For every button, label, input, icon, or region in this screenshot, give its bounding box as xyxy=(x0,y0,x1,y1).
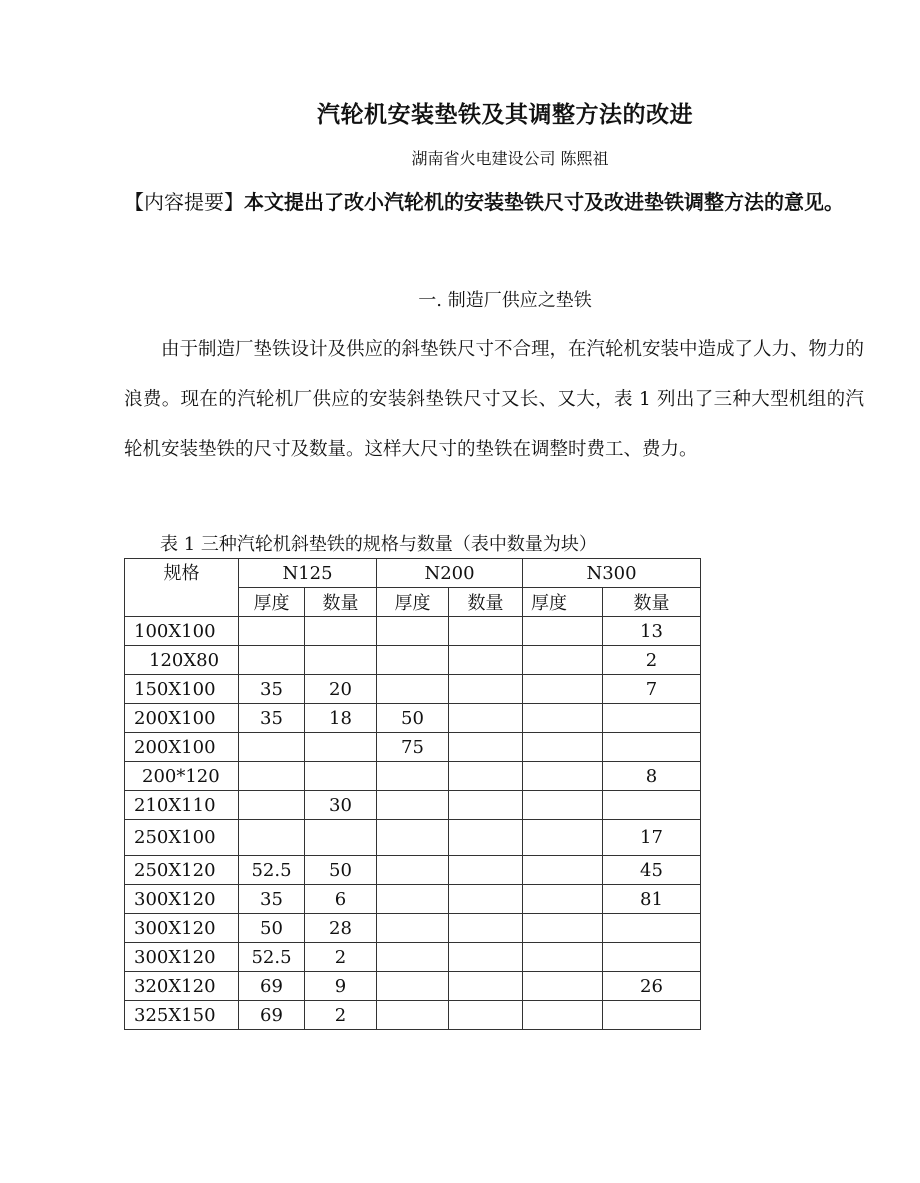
spec-cell: 200X100 xyxy=(125,704,239,733)
thickness-cell: 75 xyxy=(377,733,449,762)
table-row xyxy=(125,1001,701,1030)
table-row xyxy=(125,733,701,762)
quantity-cell xyxy=(305,617,377,646)
thickness-cell xyxy=(523,733,603,762)
thickness-cell: 69 xyxy=(239,1001,305,1030)
quantity-cell: 81 xyxy=(603,885,701,914)
quantity-cell xyxy=(449,733,523,762)
table-row xyxy=(125,704,701,733)
spec-cell: 120X80 xyxy=(125,646,239,675)
thickness-cell xyxy=(377,885,449,914)
sub-header: 数量 xyxy=(603,588,701,617)
spec-cell: 300X120 xyxy=(125,914,239,943)
thickness-cell xyxy=(523,856,603,885)
thickness-cell xyxy=(377,1001,449,1030)
quantity-cell xyxy=(449,885,523,914)
quantity-cell: 20 xyxy=(305,675,377,704)
quantity-cell: 8 xyxy=(603,762,701,791)
thickness-cell: 50 xyxy=(239,914,305,943)
quantity-cell: 30 xyxy=(305,791,377,820)
quantity-cell xyxy=(603,943,701,972)
section-heading: 一. 制造厂供应之垫铁 xyxy=(418,290,592,311)
sub-header: 数量 xyxy=(449,588,523,617)
thickness-cell xyxy=(377,943,449,972)
quantity-cell xyxy=(449,675,523,704)
sub-header: 厚度 xyxy=(377,588,449,617)
quantity-cell xyxy=(603,704,701,733)
thickness-cell xyxy=(523,646,603,675)
quantity-cell: 7 xyxy=(603,675,701,704)
sub-header: 厚度 xyxy=(523,588,603,617)
quantity-cell xyxy=(603,914,701,943)
quantity-cell: 9 xyxy=(305,972,377,1001)
thickness-cell xyxy=(523,675,603,704)
thickness-cell xyxy=(523,1001,603,1030)
document-title: 汽轮机安装垫铁及其调整方法的改进 xyxy=(317,102,693,128)
table-row xyxy=(125,914,701,943)
quantity-cell xyxy=(603,791,701,820)
thickness-cell: 35 xyxy=(239,675,305,704)
quantity-cell xyxy=(449,914,523,943)
thickness-cell: 52.5 xyxy=(239,943,305,972)
thickness-cell xyxy=(523,885,603,914)
thickness-cell: 52.5 xyxy=(239,856,305,885)
quantity-cell: 26 xyxy=(603,972,701,1001)
thickness-cell xyxy=(523,791,603,820)
author-line: 湖南省火电建设公司 陈熙祖 xyxy=(411,149,609,168)
quantity-cell: 18 xyxy=(305,704,377,733)
quantity-cell: 2 xyxy=(305,1001,377,1030)
quantity-cell: 2 xyxy=(603,646,701,675)
spec-cell: 200X100 xyxy=(125,733,239,762)
thickness-cell xyxy=(523,704,603,733)
quantity-cell xyxy=(449,856,523,885)
quantity-cell xyxy=(305,762,377,791)
spec-cell: 325X150 xyxy=(125,1001,239,1030)
thickness-cell xyxy=(377,972,449,1001)
table-row xyxy=(125,972,701,1001)
quantity-cell xyxy=(603,1001,701,1030)
quantity-cell xyxy=(449,943,523,972)
thickness-cell xyxy=(239,762,305,791)
model-header: N125 xyxy=(239,559,377,588)
table-row xyxy=(125,820,701,856)
spec-cell: 250X120 xyxy=(125,856,239,885)
quantity-cell xyxy=(449,791,523,820)
quantity-cell: 6 xyxy=(305,885,377,914)
model-header: N300 xyxy=(523,559,701,588)
quantity-cell xyxy=(603,733,701,762)
table-caption: 表 1 三种汽轮机斜垫铁的规格与数量（表中数量为块） xyxy=(160,534,597,555)
thickness-cell xyxy=(523,820,603,856)
sub-header: 数量 xyxy=(305,588,377,617)
model-header: N200 xyxy=(377,559,523,588)
thickness-cell xyxy=(377,820,449,856)
table-row xyxy=(125,791,701,820)
thickness-cell xyxy=(239,646,305,675)
sub-header: 厚度 xyxy=(239,588,305,617)
quantity-cell: 17 xyxy=(603,820,701,856)
quantity-cell xyxy=(449,1001,523,1030)
thickness-cell xyxy=(377,617,449,646)
thickness-cell xyxy=(239,791,305,820)
thickness-cell xyxy=(377,762,449,791)
spec-cell: 100X100 xyxy=(125,617,239,646)
thickness-cell xyxy=(377,791,449,820)
quantity-cell xyxy=(449,646,523,675)
thickness-cell xyxy=(523,943,603,972)
section-paragraph: 由于制造厂垫铁设计及供应的斜垫铁尺寸不合理，在汽轮机安装中造成了人力、物力的浪费。现在的汽轮机厂供应的安装斜垫铁尺寸又长、又大，表 1 列出了三种大型机组的汽轮机安装垫铁的尺寸及数量。这样大尺寸的垫铁在调整时费工、费力。 xyxy=(124,339,865,460)
thickness-cell: 35 xyxy=(239,704,305,733)
table-row xyxy=(125,617,701,646)
spec-cell: 320X120 xyxy=(125,972,239,1001)
thickness-cell xyxy=(239,733,305,762)
quantity-cell xyxy=(305,733,377,762)
table-row xyxy=(125,856,701,885)
thickness-cell xyxy=(377,856,449,885)
quantity-cell xyxy=(449,972,523,1001)
spec-cell: 300X120 xyxy=(125,943,239,972)
thickness-cell xyxy=(523,762,603,791)
table-row xyxy=(125,762,701,791)
spec-cell: 250X100 xyxy=(125,820,239,856)
table-header-row xyxy=(125,559,701,588)
quantity-cell: 13 xyxy=(603,617,701,646)
quantity-cell xyxy=(305,646,377,675)
thickness-cell: 50 xyxy=(377,704,449,733)
thickness-cell xyxy=(523,914,603,943)
spec-header: 规格 xyxy=(125,559,239,617)
abstract-text: 本文提出了改小汽轮机的安装垫铁尺寸及改进垫铁调整方法的意见。 xyxy=(244,190,844,214)
thickness-cell xyxy=(239,820,305,856)
quantity-cell: 50 xyxy=(305,856,377,885)
spec-cell: 150X100 xyxy=(125,675,239,704)
thickness-cell: 69 xyxy=(239,972,305,1001)
table-row xyxy=(125,885,701,914)
thickness-cell xyxy=(523,617,603,646)
quantity-cell xyxy=(449,617,523,646)
table-row xyxy=(125,675,701,704)
quantity-cell xyxy=(305,820,377,856)
thickness-cell xyxy=(377,675,449,704)
abstract-tag: 【内容提要】 xyxy=(124,190,244,214)
quantity-cell: 28 xyxy=(305,914,377,943)
quantity-cell: 45 xyxy=(603,856,701,885)
thickness-cell xyxy=(239,617,305,646)
spec-cell: 200*120 xyxy=(125,762,239,791)
table-row xyxy=(125,943,701,972)
thickness-cell xyxy=(523,972,603,1001)
spec-cell: 210X110 xyxy=(125,791,239,820)
quantity-cell xyxy=(449,762,523,791)
quantity-cell: 2 xyxy=(305,943,377,972)
quantity-cell xyxy=(449,704,523,733)
thickness-cell: 35 xyxy=(239,885,305,914)
spec-cell: 300X120 xyxy=(125,885,239,914)
quantity-cell xyxy=(449,820,523,856)
table-row xyxy=(125,646,701,675)
spec-table xyxy=(124,558,701,1030)
thickness-cell xyxy=(377,646,449,675)
abstract xyxy=(124,182,864,223)
thickness-cell xyxy=(377,914,449,943)
